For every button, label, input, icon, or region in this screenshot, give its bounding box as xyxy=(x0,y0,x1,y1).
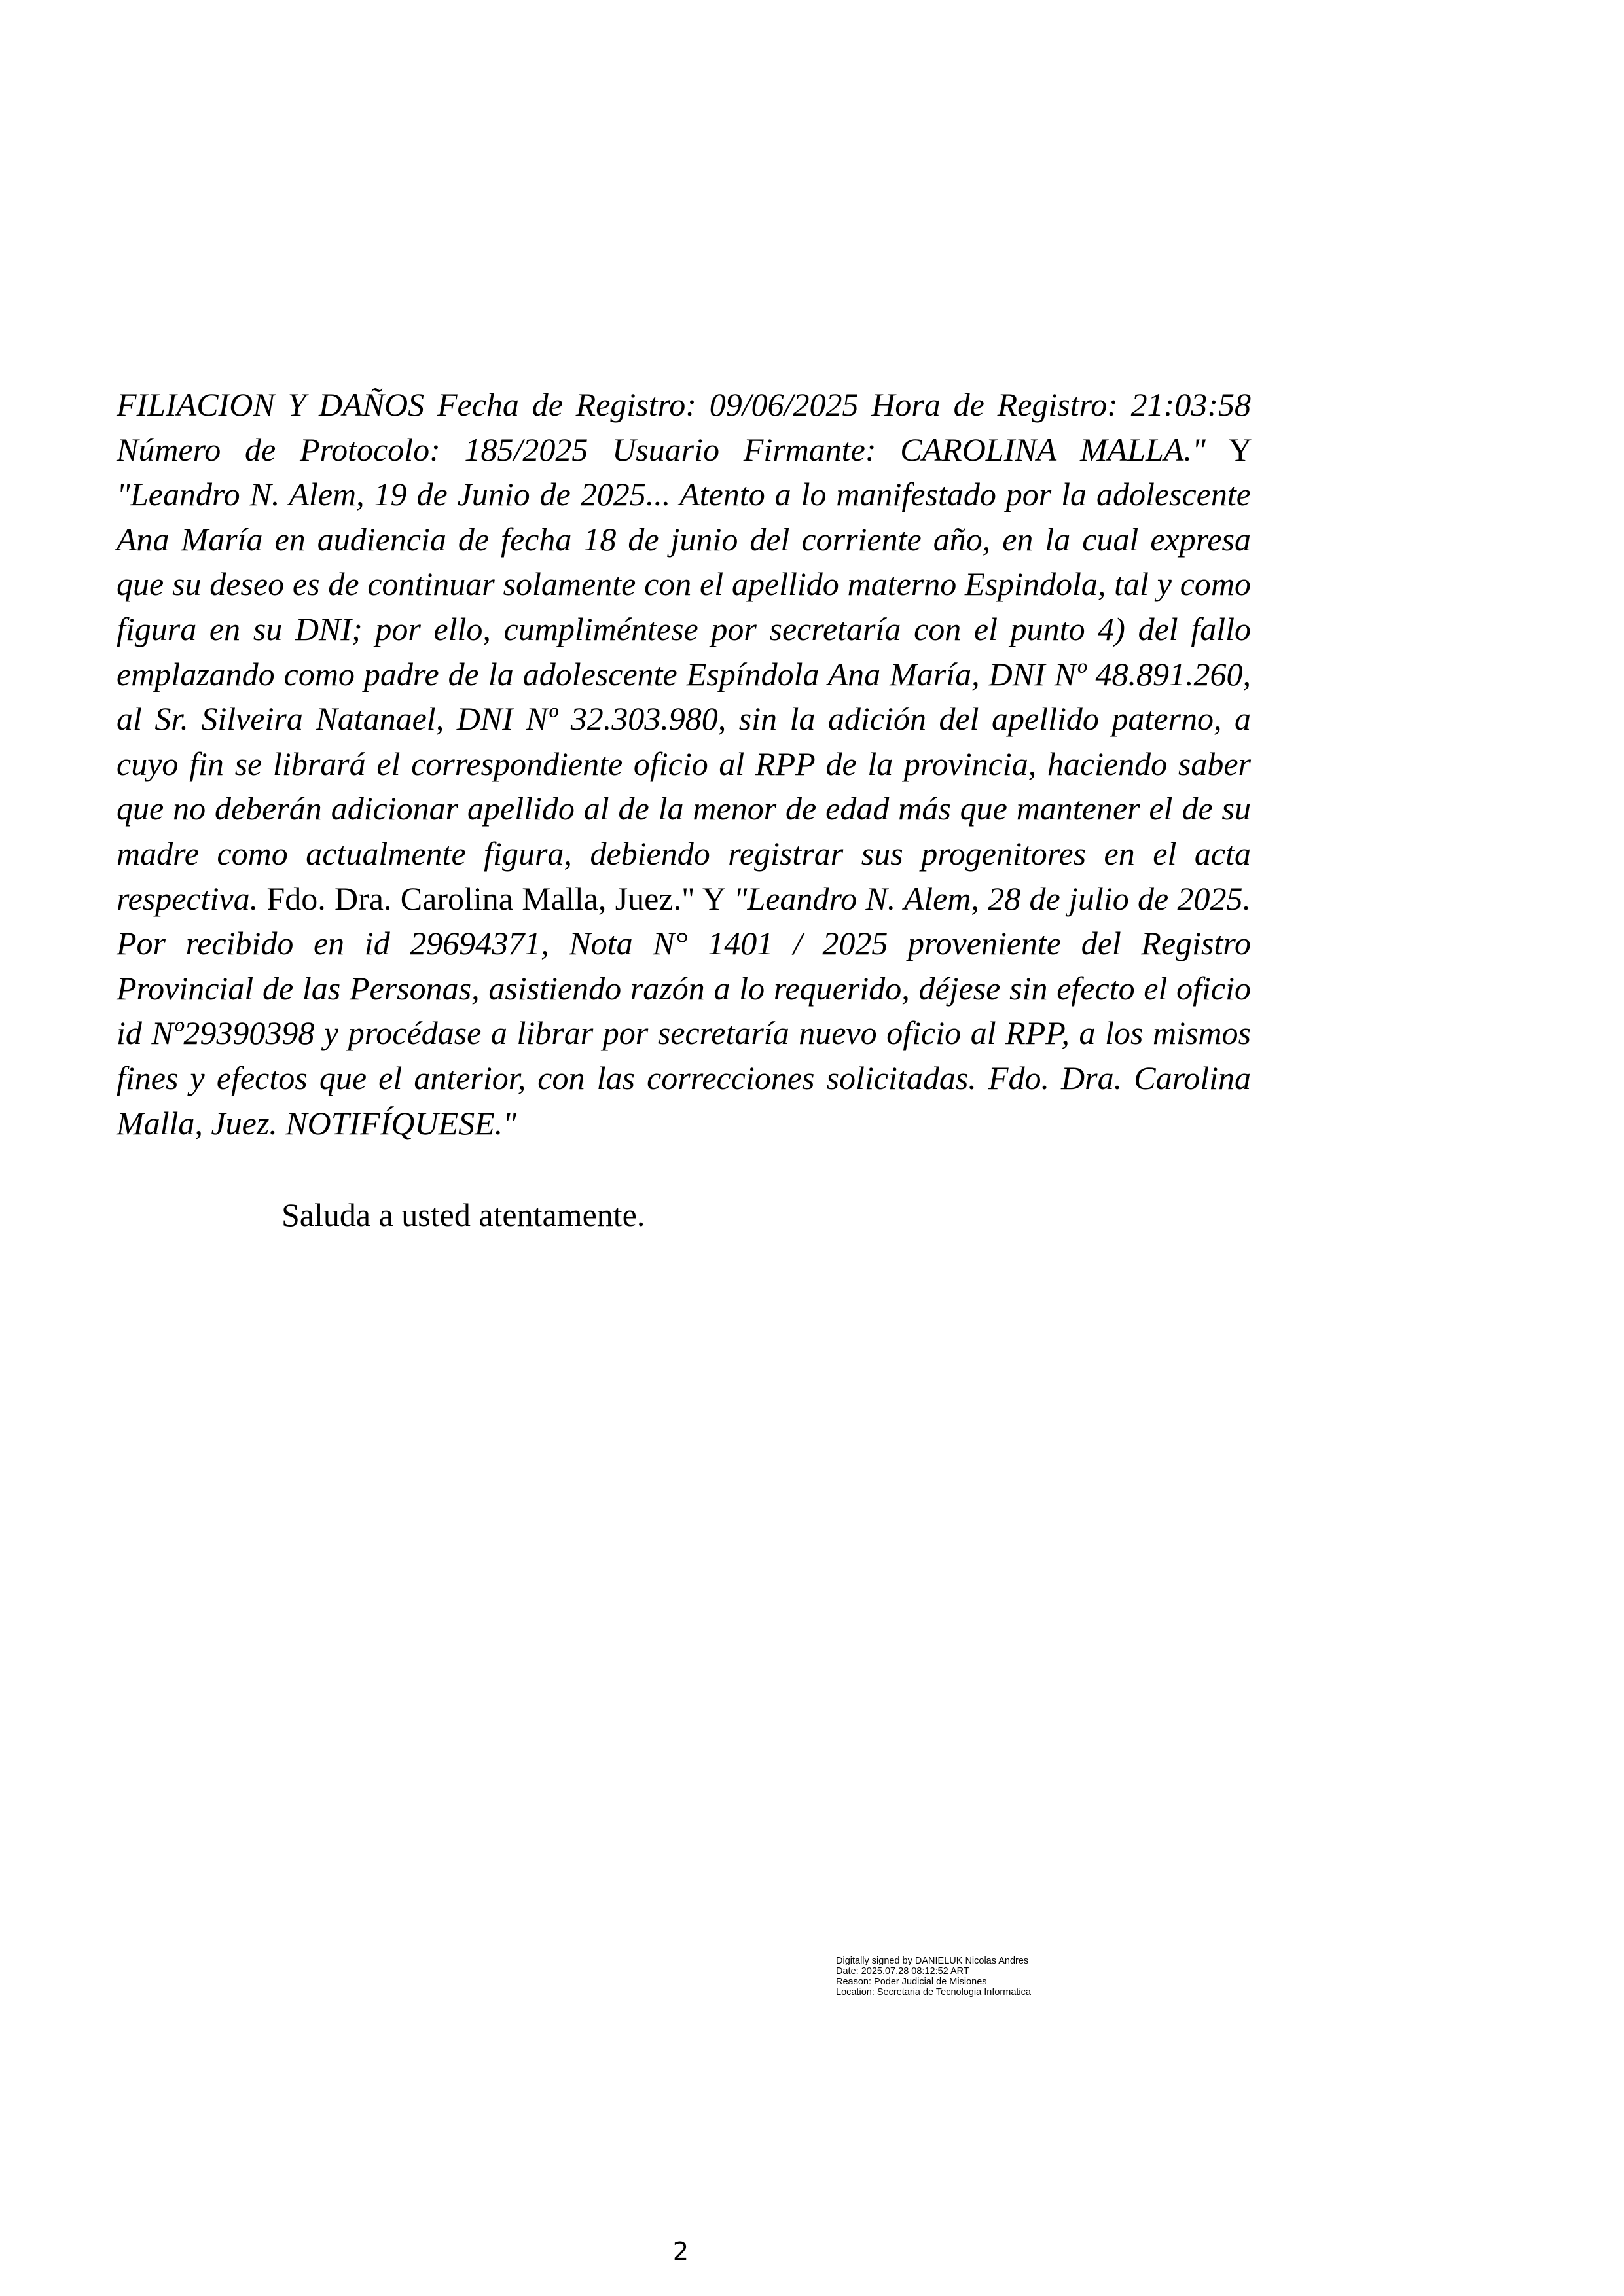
body-segment-regular: Fdo. Dra. Carolina Malla, Juez." Y xyxy=(258,880,734,917)
body-segment-italic: "Leandro N. Alem, 28 de julio de 2025. Por recibido en id 29694371, Nota N° 1401 / 2025 proveniente del Registro Provincial de las Personas, asistiendo razón a lo requerido, déjese sin efecto el oficio id Nº29390398 y procédase a librar por secretaría nuevo oficio al RPP, a los mismos fines y efectos que el anterior, con las correcciones solicitadas. Fdo. Dra. Carolina Malla, Juez. NOTIFÍQUESE." xyxy=(117,880,1252,1141)
body-segment-italic: "Leandro N. Alem, 19 de Junio de 2025... Atento a lo manifestado por la adolescente Ana María en audiencia de fecha 18 de junio del corriente año, en la cual expresa que su deseo es de continuar solamente con el apellido materno Espindola, tal y como figura en su DNI; por ello, cumpliméntese por secretaría con el punto 4) del fallo emplazando como padre de la adolescente Espíndola Ana María, DNI Nº 48.891.260, al Sr. Silveira Natanael, DNI Nº 32.303.980, sin la adición del apellido paterno, a cuyo fin se librará el correspondiente oficio al RPP de la provincia, haciendo saber que no deberán adicionar apellido al de la menor de edad más que mantener el de su madre como actualmente figura, debiendo registrar sus progenitores en el acta respectiva. xyxy=(117,476,1251,917)
body-segment-italic: FILIACION Y DAÑOS Fecha de Registro: 09/06/2025 Hora de Registro: 21:03:58 Número de Protocolo: 185/2025 Usuario Firmante: CAROLINA MALLA." xyxy=(117,386,1251,468)
digital-signature-block xyxy=(836,1956,1072,1998)
signature-location-line: Location: Secretaria de Tecnologia Informatica xyxy=(836,1987,1031,1998)
closing-line: Saluda a usted atentamente. xyxy=(281,1196,645,1233)
signature-date-line: Date: 2025.07.28 08:12:52 ART xyxy=(836,1966,969,1977)
body-paragraph xyxy=(117,382,1251,1145)
signature-signer-line: Digitally signed by DANIELUK Nicolas Andres xyxy=(836,1956,1029,1966)
body-segment-regular: Y xyxy=(1205,431,1251,468)
page-number: 2 xyxy=(672,2237,689,2266)
signature-reason-line: Reason: Poder Judicial de Misiones xyxy=(836,1977,987,1987)
